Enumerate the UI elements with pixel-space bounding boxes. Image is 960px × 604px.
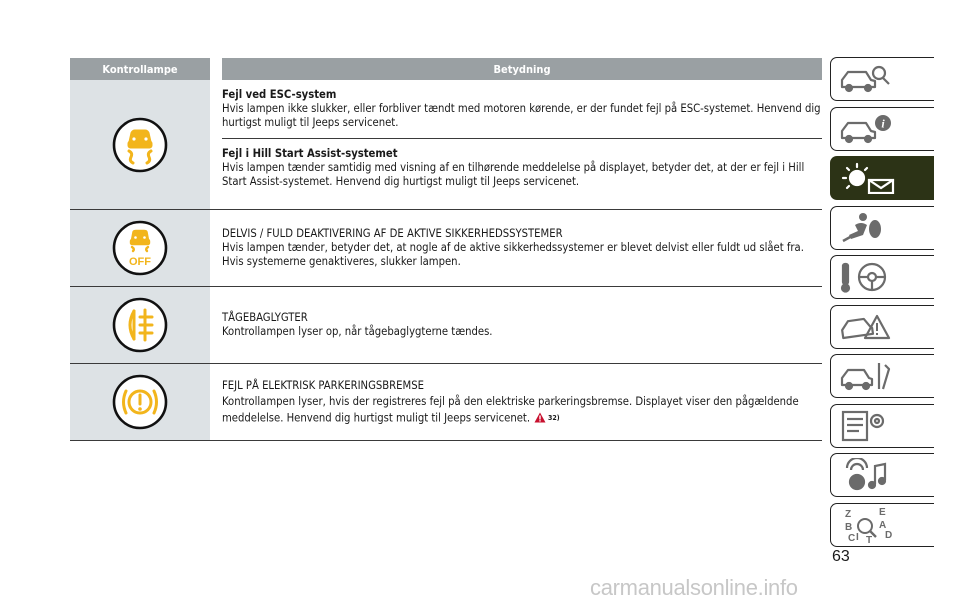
steering-key-icon <box>839 260 893 294</box>
parking-brake-fault-icon <box>112 374 168 430</box>
table-header <box>70 58 822 80</box>
entry-rear-fog <box>222 311 493 339</box>
svg-text:T: T <box>866 534 873 544</box>
page-number: 63 <box>832 548 850 565</box>
table-row <box>70 364 822 441</box>
entry-title: Fejl ved ESC-system <box>222 88 337 101</box>
entry-esc-fault <box>222 80 822 138</box>
esc-skid-icon <box>112 117 168 173</box>
entry-title: Fejl i Hill Start Assist-systemet <box>222 147 398 160</box>
car-info-icon <box>839 113 893 145</box>
warning-lights-table <box>70 58 822 441</box>
car-crash-warning-icon <box>839 310 893 344</box>
entry-safety-off <box>222 227 822 269</box>
svg-text:B: B <box>845 521 853 533</box>
warning-triangle-icon <box>534 412 546 423</box>
entry-title: DELVIS / FULD DEAKTIVERING AF DE AKTIVE SIKKERHEDSSYSTEMER <box>222 227 563 240</box>
rear-fog-light-icon <box>112 297 168 353</box>
entry-text: Hvis lampen tænder samtidig med visning af en tilhørende meddelelse på displayet, betyder det, at der er fejl i Hill Start Assist-systemet. Henvend dig hurtigst muligt til Jeeps servicenet. <box>222 161 805 188</box>
document-gear-icon <box>839 409 893 443</box>
media-music-icon <box>839 458 893 492</box>
airbag-person-icon <box>839 211 893 245</box>
header-betydning: Betydning <box>493 62 551 76</box>
entry-text: Kontrollampen lyser op, når tågebaglygterne tændes. <box>222 325 493 338</box>
car-tools-icon <box>839 359 893 393</box>
tab-warning-lights[interactable] <box>830 156 934 200</box>
watermark: carmanualsonline.info <box>590 575 798 600</box>
car-search-icon <box>839 63 893 95</box>
entry-title: FEJL PÅ ELEKTRISK PARKERINGSBREMSE <box>222 378 424 392</box>
svg-text:OFF: OFF <box>129 256 151 268</box>
entry-hill-start-fault <box>222 138 822 197</box>
entry-text: Hvis lampen ikke slukker, eller forbliver tændt med motoren kørende, er der fundet fejl på ESC-systemet. Henvend dig hurtigst muligt til Jeeps servicenet. <box>222 102 821 129</box>
alphabet-index-icon <box>839 506 899 544</box>
svg-text:i: i <box>881 116 885 130</box>
entry-text: Hvis lampen tænder, betyder det, at nogle af de aktive sikkerhedssystemer er blevet delvist eller fuldt ud slået fra. Hvis systemerne genaktiveres, slukker lampen. <box>222 241 804 268</box>
tab-driving[interactable] <box>830 255 934 299</box>
svg-text:Z: Z <box>845 508 852 520</box>
warning-reference[interactable] <box>534 410 560 426</box>
chapter-tabs <box>830 57 934 552</box>
svg-text:I: I <box>856 531 859 543</box>
tab-technical-data[interactable] <box>830 404 934 448</box>
reference-number: 32) <box>548 413 560 422</box>
lamp-cell <box>70 287 210 363</box>
esc-off-icon <box>112 220 168 276</box>
svg-text:E: E <box>879 506 886 518</box>
entry-title: TÅGEBAGLYGTER <box>222 311 308 324</box>
lamp-cell <box>70 364 210 440</box>
tab-car-search[interactable] <box>830 57 934 101</box>
warning-light-message-icon <box>839 162 899 194</box>
header-kontrollampe: Kontrollampe <box>102 62 178 76</box>
entry-text: Kontrollampen lyser, hvis der registreres fejl på den elektriske parkeringsbremse. Displayet viser den pågældende meddelelse. Henvend dig hurtigst muligt til Jeeps servicenet. <box>222 394 799 425</box>
tab-emergency[interactable] <box>830 305 934 349</box>
tab-maintenance[interactable] <box>830 354 934 398</box>
tab-index[interactable] <box>830 503 934 547</box>
svg-text:A: A <box>879 519 887 531</box>
svg-text:C: C <box>848 532 856 544</box>
table-row <box>70 80 822 210</box>
tab-multimedia[interactable] <box>830 453 934 497</box>
table-row <box>70 287 822 364</box>
tab-safety[interactable] <box>830 206 934 250</box>
entry-parking-brake <box>222 378 822 427</box>
tab-car-info[interactable] <box>830 107 934 151</box>
lamp-cell <box>70 210 210 286</box>
svg-text:D: D <box>885 529 893 541</box>
table-row <box>70 210 822 287</box>
lamp-cell <box>70 80 210 209</box>
